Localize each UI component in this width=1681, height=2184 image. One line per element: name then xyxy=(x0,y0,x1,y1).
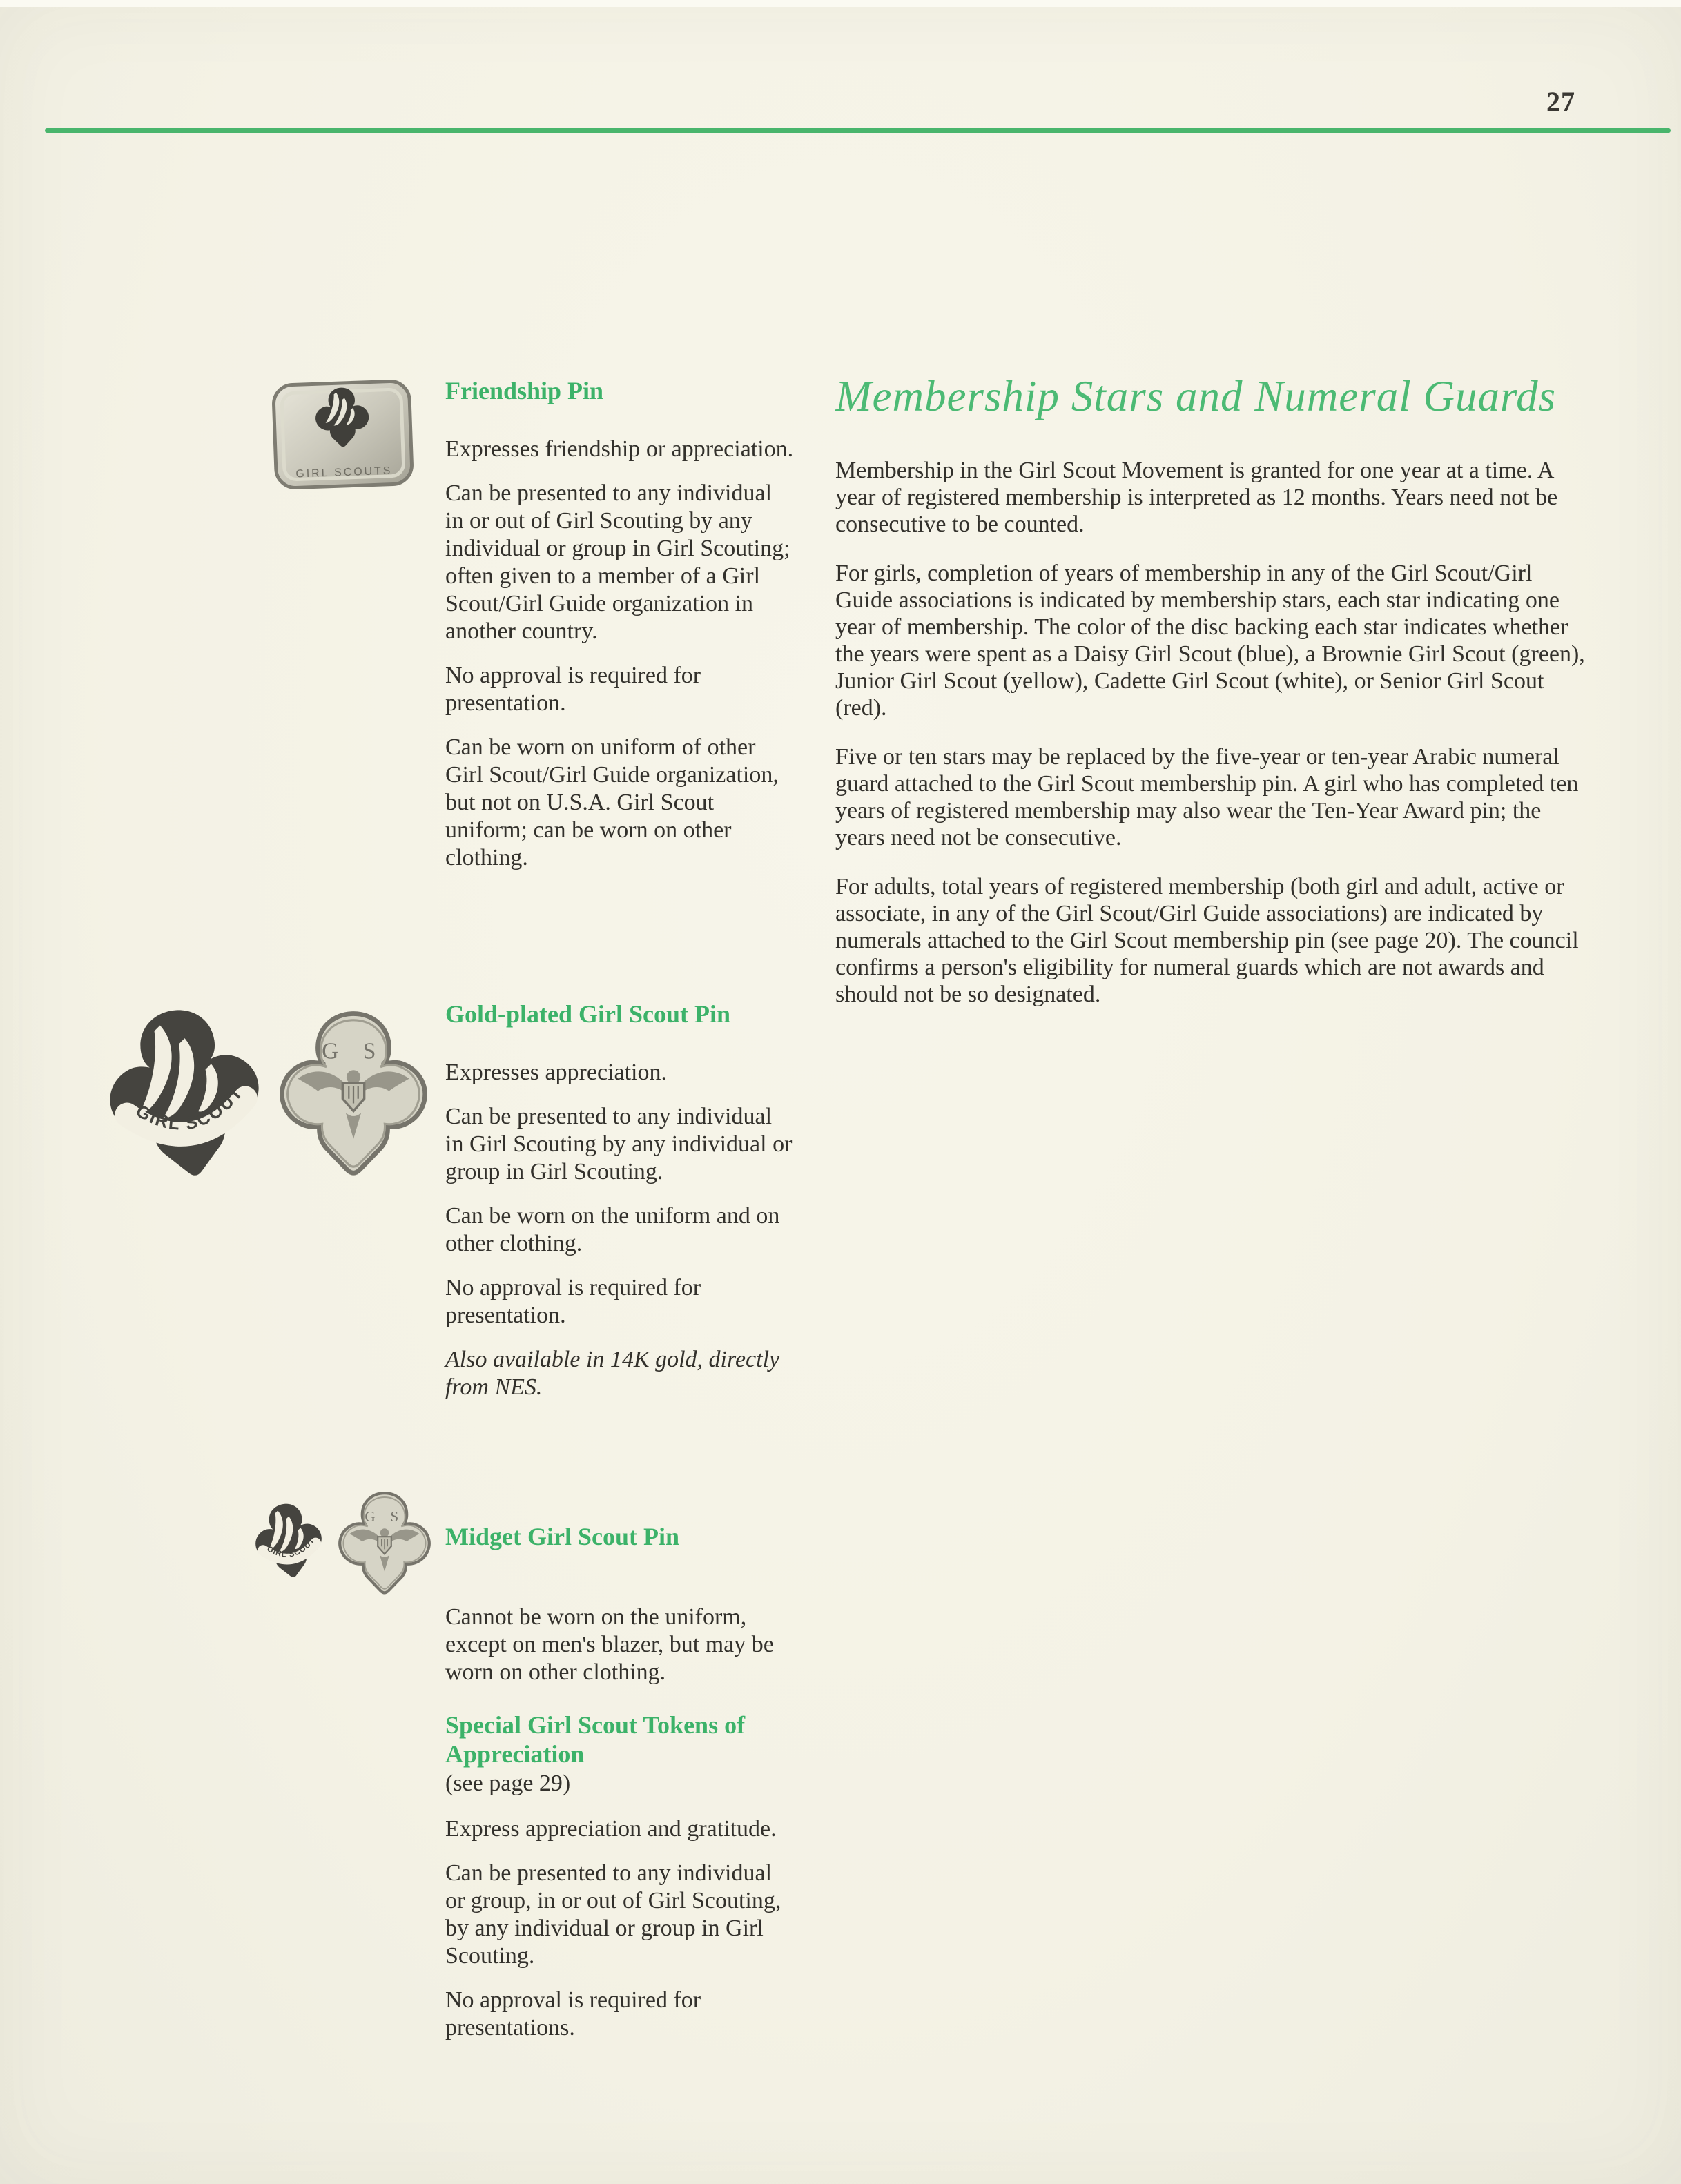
midget-contemporary-pin-image xyxy=(248,1497,330,1584)
friendship-pin-image xyxy=(269,377,416,491)
paragraph: No approval is required for presentation. xyxy=(445,1275,701,1328)
paragraph: Can be presented to any individual in Girl Scouting by any individual or group in Girl Scouting. xyxy=(445,1104,793,1184)
paragraph: For girls, completion of years of membership in any of the Girl Scout/Girl Guide associations is indicated by membership stars, each star indicating one year of membership. The color of the disc backing each star indicates whether the years were spent as a Daisy Girl Scout (blue), a Brownie Girl Scout (green), Junior Girl Scout (yellow), Cadette Girl Scout (white), or Senior Girl Scout (red). xyxy=(835,560,1585,721)
section-gold-plated-pin xyxy=(445,1000,794,1418)
paragraph: Can be presented to any individual or group, in or out of Girl Scouting, by any individual or group in Girl Scouting. xyxy=(445,1860,781,1969)
paragraph: No approval is required for presentations. xyxy=(445,1987,701,2040)
paragraph: Expresses appreciation. xyxy=(445,1060,667,1085)
paragraph: No approval is required for presentation. xyxy=(445,663,701,716)
section-special-tokens xyxy=(445,1710,794,2058)
paragraph: Can be worn on uniform of other Girl Scout/Girl Guide organization, but not on U.S.A. Girl Scout uniform; can be worn on other clothing. xyxy=(445,734,779,870)
paragraph: Membership in the Girl Scout Movement is granted for one year at a time. A year of registered membership is interpreted as 12 months. Years need not be consecutive to be counted. xyxy=(835,458,1558,537)
girl-scouts-traditional-eagle-pin-image xyxy=(276,1011,431,1178)
section-membership-stars xyxy=(835,371,1595,1030)
section-heading: Gold-plated Girl Scout Pin xyxy=(445,1000,731,1028)
paragraph: For adults, total years of registered membership (both girl and adult, active or associate, in any of the Girl Scout/Girl Guide associations) are indicated by numerals attached to the Girl Scout membership pin (see page 20). The council confirms a person's eligibility for numeral guards which are not awards and should not be so designated. xyxy=(835,874,1579,1007)
chapter-heading: Membership Stars and Numeral Guards xyxy=(835,372,1557,420)
friendship-pin-label: GIRL SCOUTS xyxy=(295,465,393,480)
paragraph: Can be presented to any individual in or out of Girl Scouting by any individual or group in Girl Scouting; often given to a member of a Girl Scout/Girl Guide organization in another country. xyxy=(445,480,790,644)
section-heading: Special Girl Scout Tokens of Appreciation xyxy=(445,1711,746,1768)
section-friendship-pin xyxy=(445,376,794,888)
section-heading: Midget Girl Scout Pin xyxy=(445,1523,679,1550)
availability-note: Also available in 14K gold, directly from NES. xyxy=(445,1347,780,1400)
section-heading: Friendship Pin xyxy=(445,377,604,404)
girl-scouts-contemporary-pin-image xyxy=(93,996,277,1191)
section-midget-pin xyxy=(445,1522,794,1703)
header-rule xyxy=(45,128,1671,133)
page-number: 27 xyxy=(1546,86,1575,117)
midget-traditional-eagle-pin-image xyxy=(336,1491,433,1596)
paragraph: Expresses friendship or appreciation. xyxy=(445,436,794,462)
paragraph: Can be worn on the uniform and on other clothing. xyxy=(445,1203,780,1256)
paragraph: Express appreciation and gratitude. xyxy=(445,1816,777,1842)
paragraph: Five or ten stars may be replaced by the five-year or ten-year Arabic numeral guard attached to the Girl Scout membership pin. A girl who has completed ten years of registered membership may also wear the Ten-Year Award pin; the years need not be consecutive. xyxy=(835,744,1579,850)
paragraph: Cannot be worn on the uniform, except on men's blazer, but may be worn on other clothing. xyxy=(445,1604,774,1685)
page-reference: (see page 29) xyxy=(445,1771,571,1796)
scan-edge xyxy=(0,0,1681,7)
